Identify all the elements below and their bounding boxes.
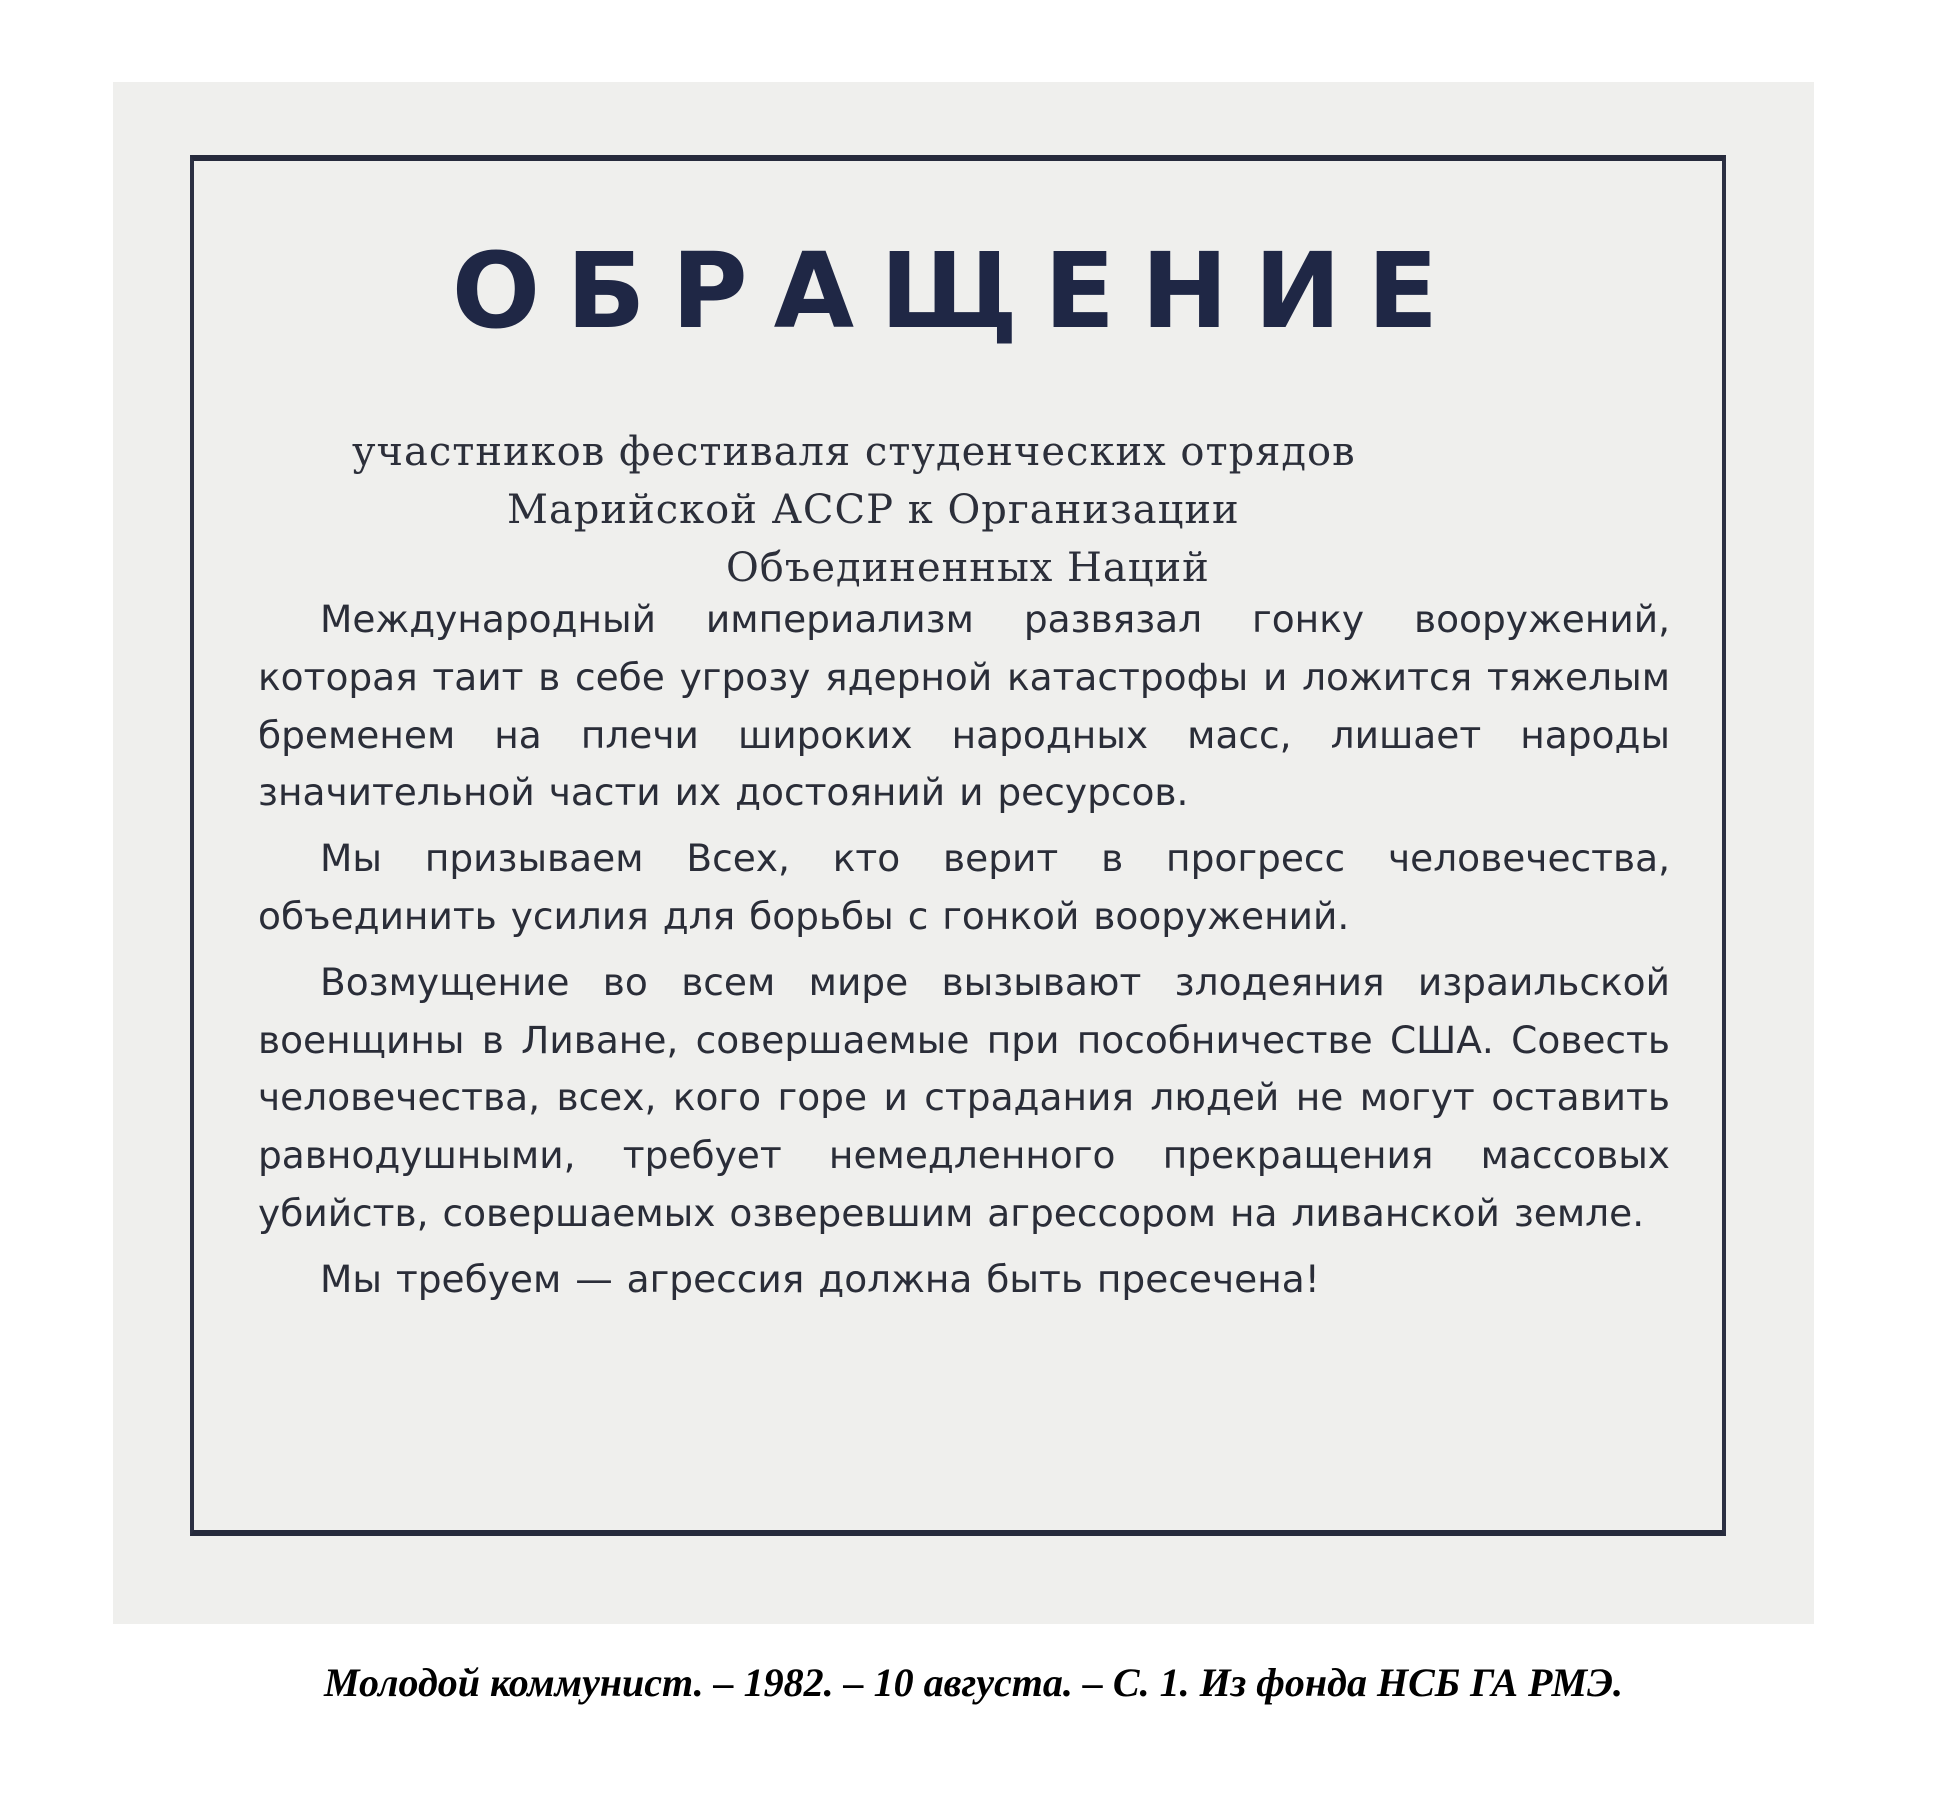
- newspaper-clipping: [113, 82, 1814, 1624]
- article-paragraph: Мы требуем — агрессия должна быть пресечена!: [320, 1256, 1320, 1301]
- article-paragraph: Мы призываем Всех, кто верит в прогресс человечества, объединить усилия для борьбы с гонкой вооружений.: [258, 836, 1670, 938]
- article-frame: [190, 155, 1726, 1536]
- source-caption: Молодой коммунист. – 1982. – 10 августа. – С. 1. Из фонда НСБ ГА РМЭ.: [323, 1660, 1624, 1705]
- article-paragraph: Возмущение во всем мире вызывают злодеяния израильской военщины в Ливане, совершаемые при пособничестве США. Совесть человечества, всех, кого горе и страдания людей не могут оставить равнодушными, требует немедленного прекращения массовых убийств, совершаемых озверевшим агрессором на ливанской земле.: [258, 959, 1670, 1235]
- subtitle-line: Объединенных Наций: [726, 545, 1210, 591]
- article-body: [258, 591, 1670, 1317]
- article-subtitle: [194, 423, 1722, 597]
- article-title: ОБРАЩЕНИЕ: [451, 230, 1465, 352]
- subtitle-line: участников фестиваля студенческих отрядов: [352, 429, 1356, 475]
- subtitle-line: Марийской АССР к Организации: [507, 487, 1240, 533]
- article-paragraph: Международный империализм развязал гонку вооружений, которая таит в себе угрозу ядерной катастрофы и ложится тяжелым бременем на плечи широких народных масс, лишает народы значительной части их достояний и ресурсов.: [258, 597, 1670, 815]
